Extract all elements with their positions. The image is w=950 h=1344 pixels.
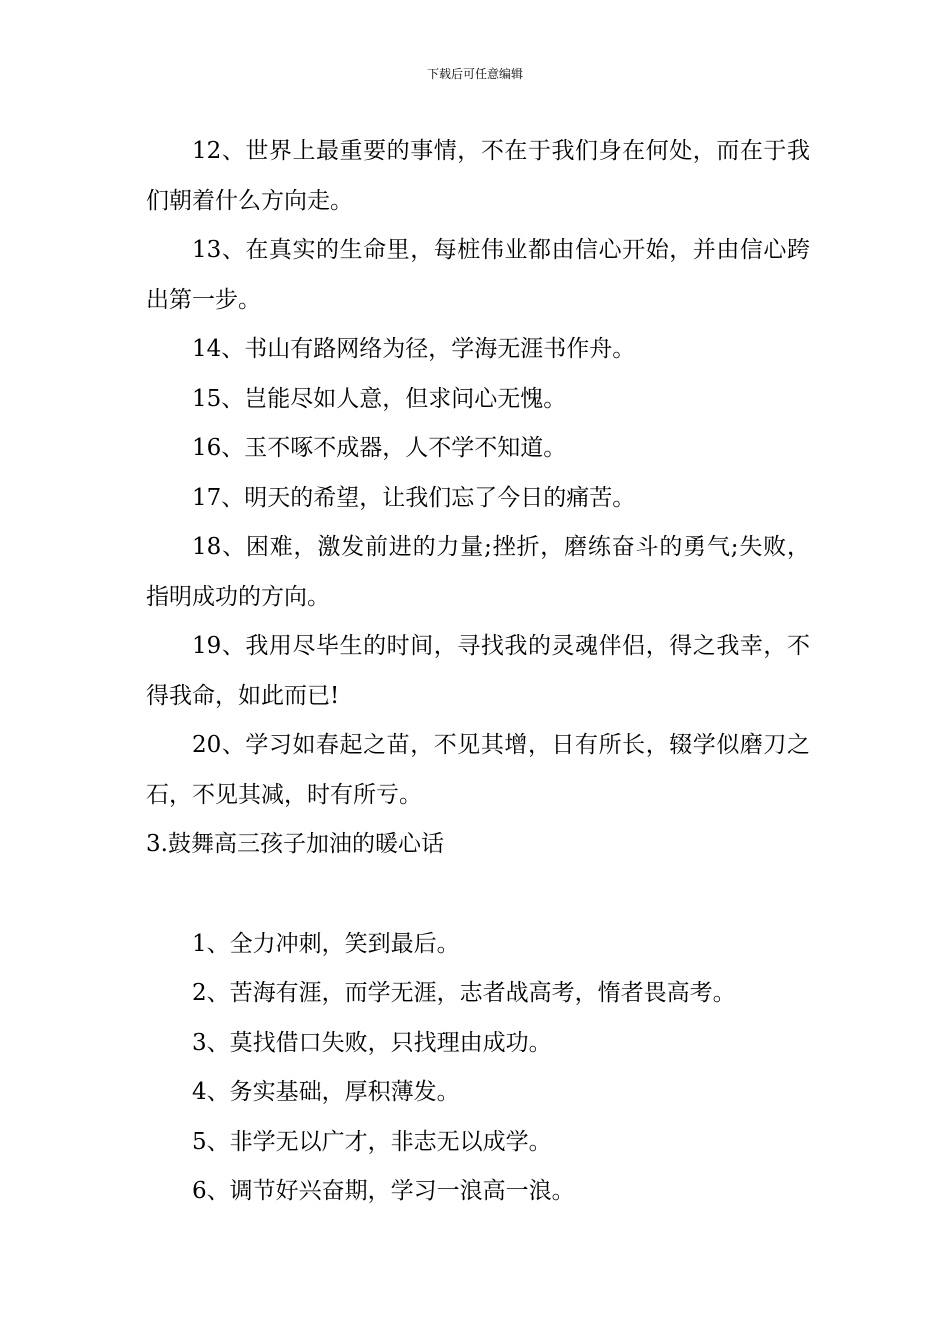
list-item: 6、调节好兴奋期，学习一浪高一浪。 bbox=[192, 1178, 575, 1204]
list-item: 12、世界上最重要的事情，不在于我们身在何处，而在于我们朝着什么方向走。 bbox=[146, 138, 810, 214]
document-body bbox=[146, 127, 810, 1217]
list-item: 5、非学无以广才，非志无以成学。 bbox=[192, 1128, 552, 1155]
section-spacer bbox=[146, 870, 810, 920]
list-item: 18、困难，激发前进的力量;挫折，磨练奋斗的勇气;失败，指明成功的方向。 bbox=[146, 534, 810, 610]
list-item: 1、全力冲刺，笑到最后。 bbox=[192, 930, 460, 957]
list-item: 17、明天的希望，让我们忘了今日的痛苦。 bbox=[192, 484, 636, 511]
list-item: 13、在真实的生命里，每桩伟业都由信心开始，并由信心跨出第一步。 bbox=[146, 237, 810, 313]
list-item: 14、书山有路网络为径，学海无涯书作舟。 bbox=[192, 336, 636, 362]
list-item: 3、莫找借口失败，只找理由成功。 bbox=[192, 1029, 552, 1056]
section-heading: 3.鼓舞高三孩子加油的暖心话 bbox=[146, 831, 444, 857]
list-item: 15、岂能尽如人意，但求问心无愧。 bbox=[192, 385, 567, 412]
page-header: 下载后可任意编辑 bbox=[426, 67, 523, 81]
list-item: 19、我用尽毕生的时间，寻找我的灵魂伴侣，得之我幸，不得我命，如此而已! bbox=[146, 633, 810, 709]
list-item: 2、苦海有涯，而学无涯，志者战高考，惰者畏高考。 bbox=[192, 980, 736, 1006]
list-item: 4、务实基础，厚积薄发。 bbox=[192, 1079, 460, 1105]
list-item: 20、学习如春起之苗，不见其增，日有所长，辍学似磨刀之石，不见其减，时有所亏。 bbox=[146, 732, 810, 808]
list-item: 16、玉不啄不成器，人不学不知道。 bbox=[192, 435, 567, 461]
